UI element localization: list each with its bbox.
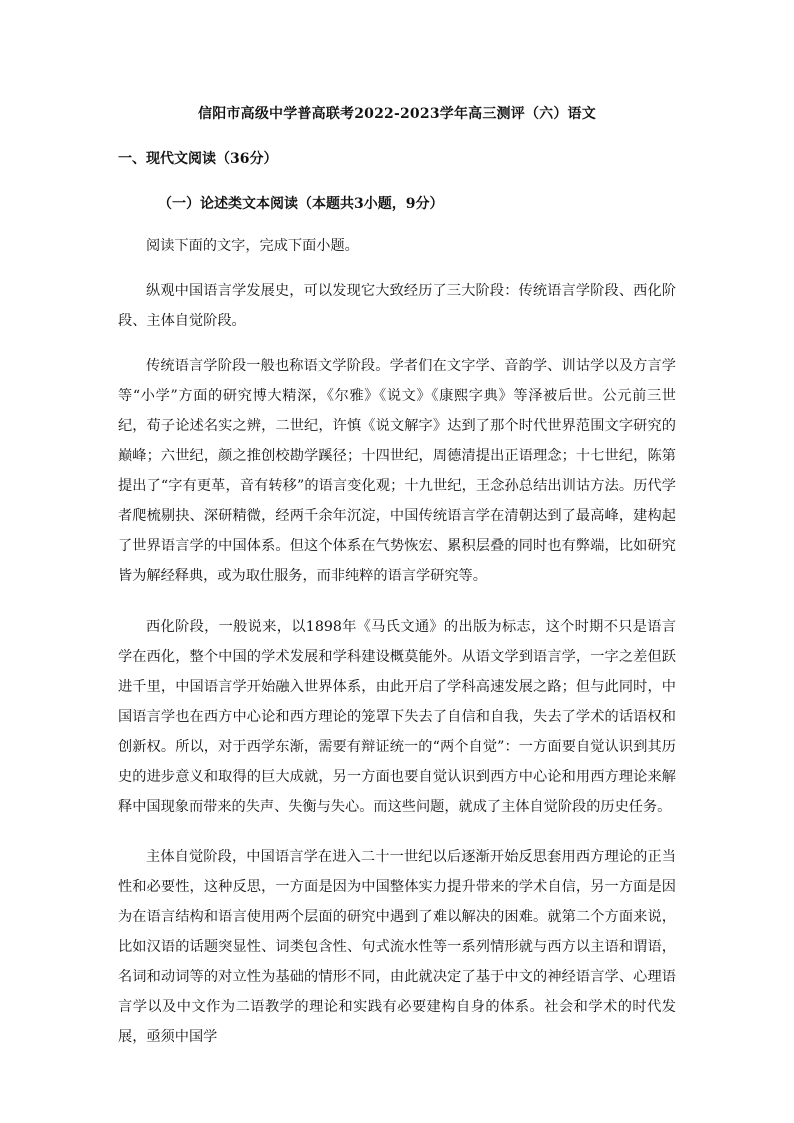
body-paragraph: 纵观中国语言学发展史，可以发现它大致经历了三大阶段：传统语言学阶段、西化阶段、主体自觉阶段。: [118, 283, 676, 329]
body-paragraph: 传统语言学阶段一般也称语文学阶段。学者们在文字学、音韵学、训诂学以及方言学等“小学”方面的研究博大精深，《尔雅》《说文》《康熙字典》等泽被后世。公元前三世纪，荀子论述名实之辨，二世纪，许慎《说文解字》达到了那个时代世界范围文字研究的巅峰；六世纪，颜之推创校勘学蹊径；十四世纪，周德清提出正语理念；十七世纪，陈第提出了“字有更革，音有转移”的语言变化观；十九世纪，王念孙总结出训诂方法。历代学者爬梳剔抉、深研精微，经两千余年沉淀，中国传统语言学在清朝达到了最高峰，建构起了世界语言学的中国体系。但这个体系在气势恢宏、累积层叠的同时也有弊端，比如研究皆为解经释典，或为取仕服务，而非纯粹的语言学研究等。: [118, 358, 676, 584]
body-paragraph: 西化阶段，一般说来，以1898年《马氏文通》的出版为标志，这个时期不只是语言学在西化，整个中国的学术发展和学科建设概莫能外。从语文学到语言学，一字之差但跃进千里，中国语言学开始融入世界体系，由此开启了学科高速发展之路；但与此同时，中国语言学也在西方中心论和西方理论的笼罩下失去了自信和自我，失去了学术的话语权和创新权。所以，对于西学东渐，需要有辩证统一的“两个自觉”：一方面要自觉认识到其历史的进步意义和取得的巨大成就，另一方面也要自觉认识到西方中心论和用西方理论来解释中国现象而带来的失声、失衡与失心。而这些问题，就成了主体自觉阶段的历史任务。: [118, 619, 676, 815]
section-heading: 一、现代文阅读（36分）: [118, 151, 278, 167]
subsection-heading: （一）论述类文本阅读（本题共3小题，9分）: [158, 196, 444, 212]
instruction-paragraph: 阅读下面的文字，完成下面小题。: [146, 238, 359, 254]
document-title: 信阳市高级中学普高联考2022-2023学年高三测评（六）语文: [198, 106, 596, 122]
body-paragraph: 主体自觉阶段，中国语言学在进入二十一世纪以后逐渐开始反思套用西方理论的正当性和必要性，这种反思，一方面是因为中国整体实力提升带来的学术自信，另一方面是因为在语言结构和语言使用两个层面的研究中遇到了难以解决的困难。就第二个方面来说，比如汉语的话题突显性、词类包含性、句式流水性等一系列情形就与西方以主语和谓语，名词和动词等的对立性为基础的情形不同，由此就决定了基于中文的神经语言学、心理语言学以及中文作为二语教学的理论和实践有必要建构自身的体系。社会和学术的时代发展，亟须中国学: [118, 849, 676, 1045]
